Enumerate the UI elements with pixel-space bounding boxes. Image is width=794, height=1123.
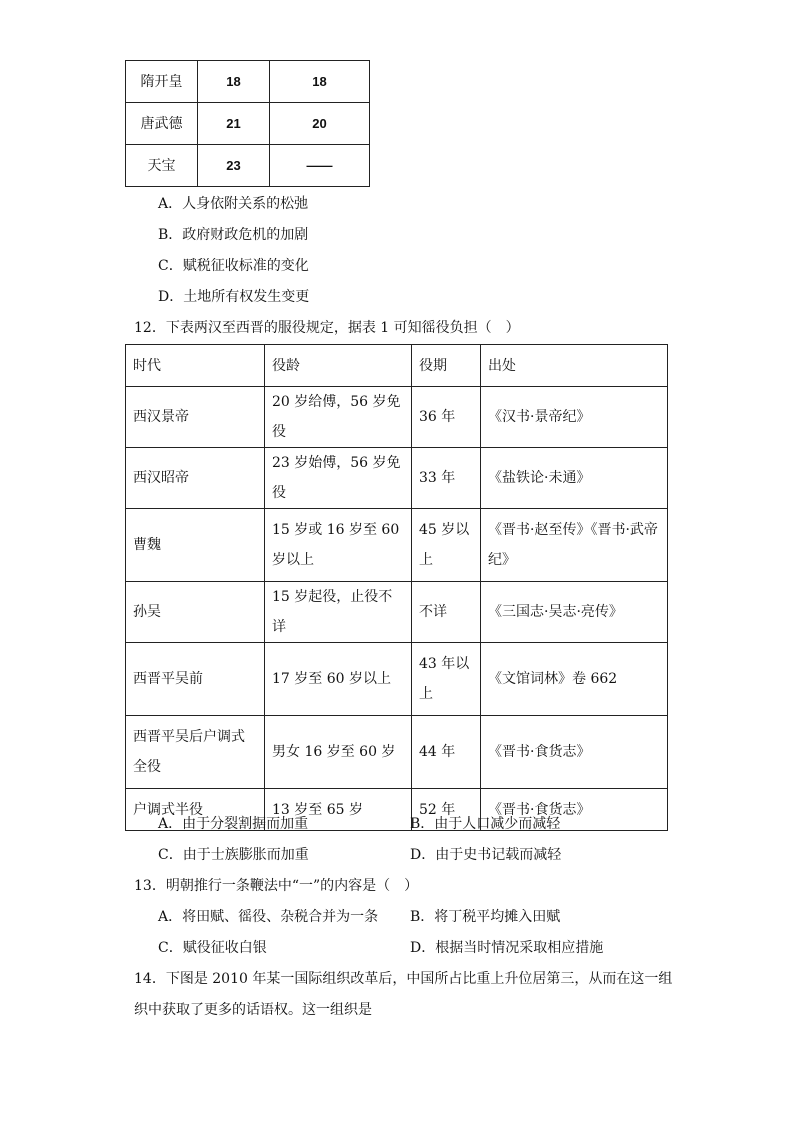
tax-table (125, 60, 370, 187)
q11-option-a: A．人身依附关系的松弛 (158, 196, 309, 212)
table-cell: 曹魏 (126, 509, 265, 582)
table-cell: 18 (198, 61, 270, 103)
table-row (126, 387, 668, 448)
table-cell: 18 (270, 61, 370, 103)
table-header-row (126, 345, 668, 387)
q12-option-b: B．由于人口减少而减轻 (410, 816, 561, 832)
q14-stem-line1: 14．下图是 2010 年某一国际组织改革后，中国所占比重上升位居第三，从而在这一组 (134, 971, 673, 987)
q11-option-b: B．政府财政危机的加剧 (158, 227, 309, 243)
table-cell: 17 岁至 60 岁以上 (265, 643, 412, 716)
table-cell: 《晋书·食货志》 (481, 789, 668, 831)
table-cell: 44 年 (412, 716, 481, 789)
q13-option-a: A．将田赋、徭役、杂税合并为一条 (158, 909, 379, 925)
table-row (126, 61, 370, 103)
table-cell: 《三国志·吴志·亮传》 (481, 582, 668, 643)
table-cell: 23 (198, 145, 270, 187)
table-cell: 唐武德 (126, 103, 198, 145)
table-cell: 33 年 (412, 448, 481, 509)
table-cell: 36 年 (412, 387, 481, 448)
q11-option-d: D．土地所有权发生变更 (158, 289, 310, 305)
table-cell: 23 岁始傅，56 岁免役 (265, 448, 412, 509)
table-cell: 男女 16 岁至 60 岁 (265, 716, 412, 789)
table-cell: 西晋平吴前 (126, 643, 265, 716)
table-cell: 《晋书·食货志》 (481, 716, 668, 789)
q13-stem: 13．明朝推行一条鞭法中“一”的内容是（ ） (134, 878, 419, 894)
table-cell: 不详 (412, 582, 481, 643)
table-cell: 《盐铁论·未通》 (481, 448, 668, 509)
q12-option-a: A．由于分裂割据而加重 (158, 816, 309, 832)
q12-option-d: D．由于史书记载而减轻 (410, 847, 562, 863)
table-row (126, 145, 370, 187)
table-cell: 西晋平吴后户调式全役 (126, 716, 265, 789)
table-cell: 45 岁以上 (412, 509, 481, 582)
table-row (126, 509, 668, 582)
table-row (126, 448, 668, 509)
table-row (126, 716, 668, 789)
table-cell: 15 岁起役，止役不详 (265, 582, 412, 643)
table-row (126, 582, 668, 643)
table-cell: 户调式半役 (126, 789, 265, 831)
column-header: 出处 (481, 345, 668, 387)
column-header: 役期 (412, 345, 481, 387)
table-cell: 《晋书·赵至传》《晋书·武帝纪》 (481, 509, 668, 582)
table-cell: 隋开皇 (126, 61, 198, 103)
q13-option-c: C．赋役征收白银 (158, 940, 267, 956)
q14-stem-line2: 织中获取了更多的话语权。这一组织是 (134, 1002, 372, 1018)
table-cell: —— (270, 145, 370, 187)
table-cell: 20 岁给傅，56 岁免役 (265, 387, 412, 448)
table-cell: 西汉昭帝 (126, 448, 265, 509)
table-cell: 《文馆词林》卷 662 (481, 643, 668, 716)
table-row (126, 103, 370, 145)
corvee-table (125, 344, 668, 831)
q13-option-b: B．将丁税平均摊入田赋 (410, 909, 561, 925)
column-header: 役龄 (265, 345, 412, 387)
table-cell: 21 (198, 103, 270, 145)
table-row (126, 643, 668, 716)
q12-option-c: C．由于士族膨胀而加重 (158, 847, 309, 863)
q11-option-c: C．赋税征收标准的变化 (158, 258, 309, 274)
table-cell: 13 岁至 65 岁 (265, 789, 412, 831)
table-cell: 52 年 (412, 789, 481, 831)
table-cell: 20 (270, 103, 370, 145)
table-cell: 天宝 (126, 145, 198, 187)
q13-option-d: D．根据当时情况采取相应措施 (410, 940, 604, 956)
q12-stem: 12．下表两汉至西晋的服役规定，据表 1 可知徭役负担（ ） (134, 320, 520, 336)
column-header: 时代 (126, 345, 265, 387)
table-cell: 《汉书·景帝纪》 (481, 387, 668, 448)
table-cell: 西汉景帝 (126, 387, 265, 448)
table-cell: 15 岁或 16 岁至 60 岁以上 (265, 509, 412, 582)
table-cell: 孙吴 (126, 582, 265, 643)
table-cell: 43 年以上 (412, 643, 481, 716)
